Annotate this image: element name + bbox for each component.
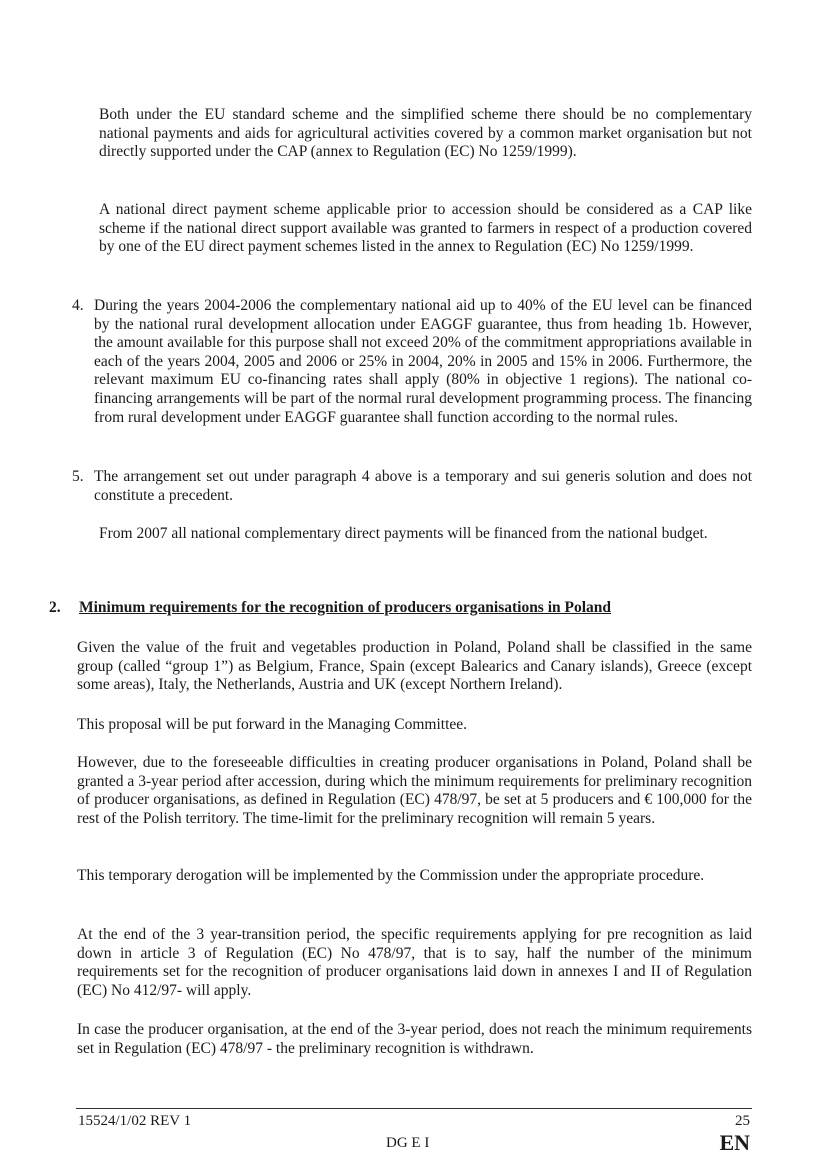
section-paragraph-classification: Given the value of the fruit and vegetables production in Poland, Poland shall be classified in the same group (called “group 1”) as Belgium, France, Spain (except Balearics and Canary islands), Greece (except some areas), Italy, the Netherlands, Austria and UK (except Northern Ireland). [77,639,752,694]
section-paragraph-recognition-withdrawn: In case the producer organisation, at the end of the 3-year period, does not reach the minimum requirements set in Regulation (EC) 478/97 - the preliminary recognition is withdrawn. [77,1021,752,1057]
footer-divider [76,1108,752,1109]
section-number: 2. [49,599,61,616]
section-paragraph-transition-period: At the end of the 3 year-transition period, the specific requirements applying for pre recognition as laid down in article 3 of Regulation (EC) No 478/97, that is to say, half the number of the minimum requirements set for the recognition of producer organisations laid down in annexes I and II of Regulation (EC) No 412/97- will apply. [77,926,752,999]
paragraph-cap-like-scheme: A national direct payment scheme applicable prior to accession should be considered as a CAP like scheme if the national direct support available was granted to farmers in respect of a production covered by one of the EU direct payment schemes listed in the annex to Regulation (EC) No 1259/1999. [99,201,752,256]
language-code: EN [719,1130,750,1155]
document-reference: 15524/1/02 REV 1 [78,1113,192,1129]
section-heading [49,599,689,618]
list-item-number-4: 4. [72,297,84,314]
section-title: Minimum requirements for the recognition of producers organisations in Poland [79,599,612,616]
page-number: 25 [735,1113,750,1129]
department-code: DG E I [386,1135,430,1151]
list-item-4-text: During the years 2004-2006 the complementary national aid up to 40% of the EU level can be financed by the national rural development allocation under EAGGF guarantee, thus from heading 1b. However, the amount available for this purpose shall not exceed 20% of the commitment appropriations available in each of the years 2004, 2005 and 2006 or 25% in 2004, 20% in 2005 and 15% in 2006. Furthermore, the relevant maximum EU co-financing rates shall apply (80% in objective 1 regions). The national co-financing arrangements will be part of the normal rural development programming process. The financing from rural development under EAGGF guarantee shall function according to the normal rules. [94,297,752,426]
list-item-number-5: 5. [72,468,84,485]
paragraph-from-2007: From 2007 all national complementary direct payments will be financed from the national budget. [99,525,708,542]
section-paragraph-temporary-derogation: This temporary derogation will be implemented by the Commission under the appropriate procedure. [77,867,705,884]
list-item-5-text: The arrangement set out under paragraph 4 above is a temporary and sui generis solution and does not constitute a precedent. [94,468,752,504]
paragraph-no-complementary-payments: Both under the EU standard scheme and the simplified scheme there should be no complementary national payments and aids for agricultural activities covered by a common market organisation but not directly supported under the CAP (annex to Regulation (EC) No 1259/1999). [99,106,752,161]
section-paragraph-derogation-period: However, due to the foreseeable difficulties in creating producer organisations in Poland, Poland shall be granted a 3-year period after accession, during which the minimum requirements for preliminary recognition of producer organisations, as defined in Regulation (EC) 478/97, be set at 5 producers and € 100,000 for the rest of the Polish territory. The time-limit for the preliminary recognition will remain 5 years. [77,754,752,827]
section-paragraph-managing-committee: This proposal will be put forward in the Managing Committee. [77,716,468,733]
